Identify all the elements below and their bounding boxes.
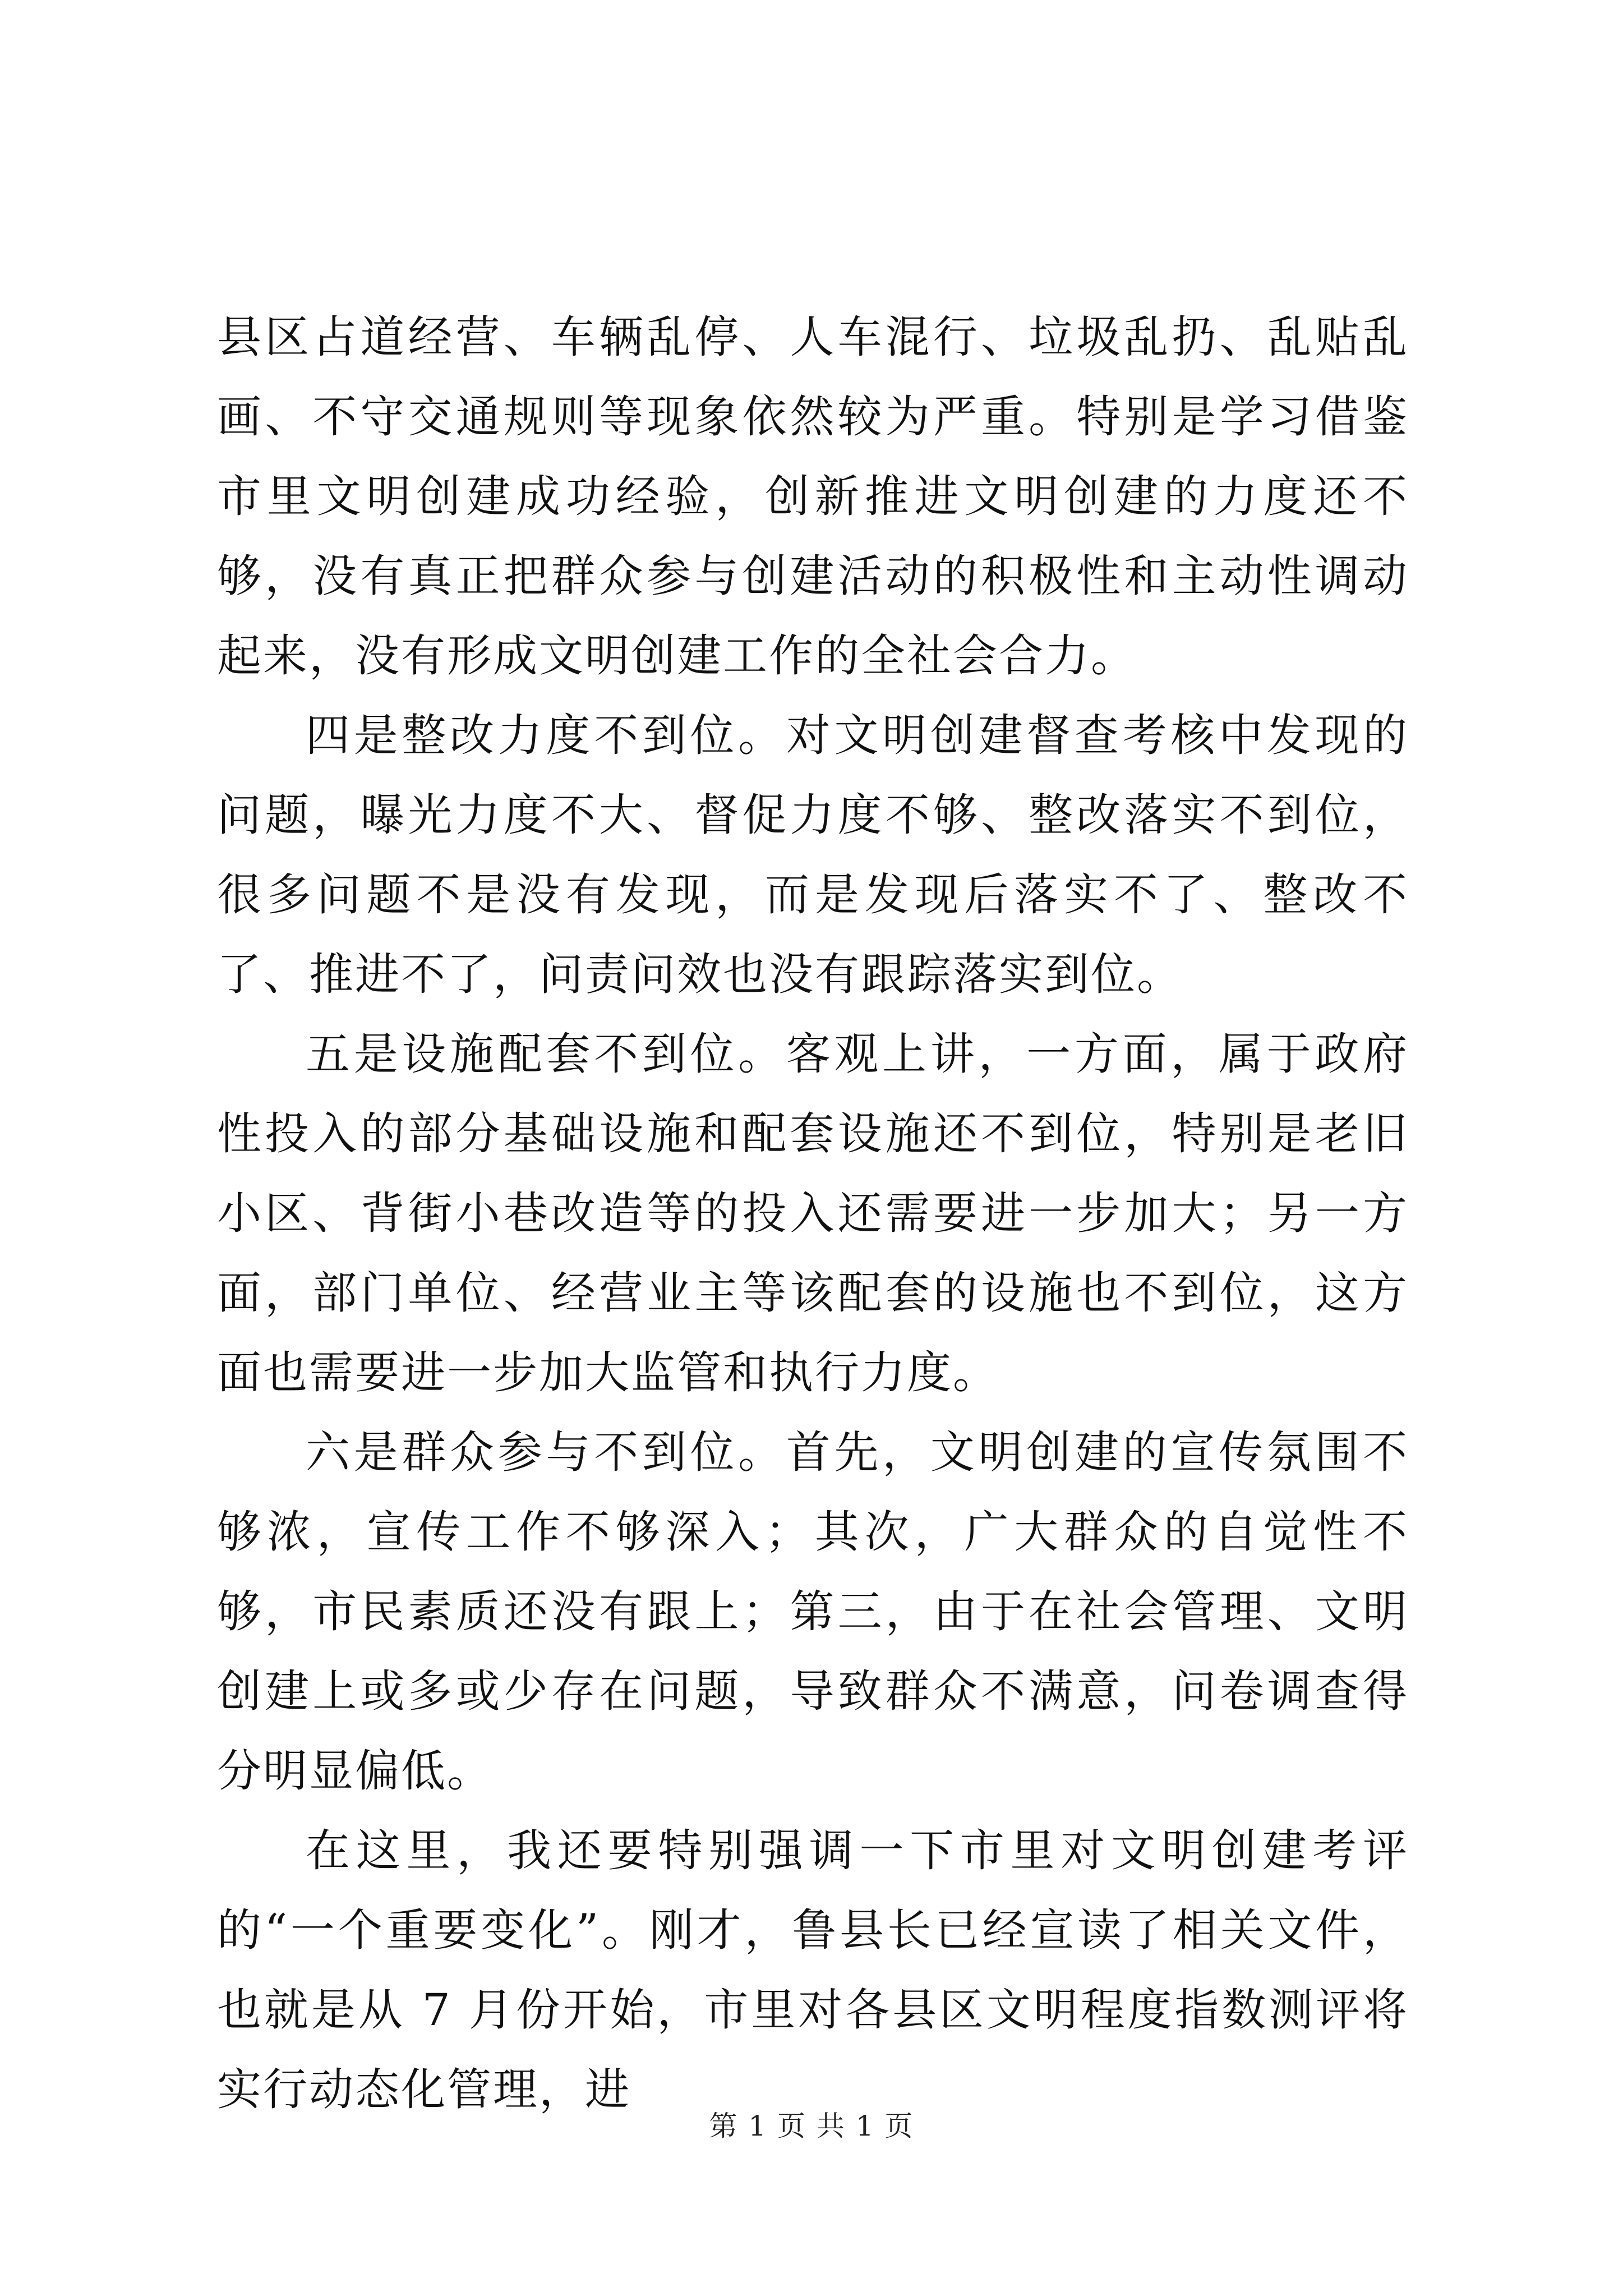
paragraph-facilities: 五是设施配套不到位。客观上讲，一方面，属于政府性投入的部分基础设施和配套设施还不到位，特别是老旧小区、背街小巷改造等的投入还需要进一步加大；另一方面，部门单位、经营业主等该配套的设施也不到位，这方面也需要进一步加大监管和执行力度。 bbox=[217, 1028, 1409, 1398]
document-body bbox=[217, 297, 1409, 2129]
paragraph-continuation: 县区占道经营、车辆乱停、人车混行、垃圾乱扔、乱贴乱画、不守交通规则等现象依然较为严重。特别是学习借鉴市里文明创建成功经验，创新推进文明创建的力度还不够，没有真正把群众参与创建活动的积极性和主动性调动起来，没有形成文明创建工作的全社会合力。 bbox=[217, 311, 1409, 682]
paragraph-public-participation: 六是群众参与不到位。首先，文明创建的宣传氛围不够浓，宣传工作不够深入；其次，广大群众的自觉性不够，市民素质还没有跟上；第三，由于在社会管理、文明创建上或多或少存在问题，导致群众不满意，问卷调查得分明显偏低。 bbox=[217, 1427, 1409, 1797]
paragraph-important-change: 在这里，我还要特别强调一下市里对文明创建考评的“一个重要变化”。刚才，鲁县长已经宣读了相关文件，也就是从 7 月份开始，市里对各县区文明程度指数测评将实行动态化管理，进 bbox=[217, 1825, 1409, 2115]
paragraph-rectification: 四是整改力度不到位。对文明创建督查考核中发现的问题，曝光力度不大、督促力度不够、整改落实不到位，很多问题不是没有发现，而是发现后落实不了、整改不了、推进不了，问责问效也没有跟踪落实到位。 bbox=[217, 710, 1409, 1000]
page-footer: 第 1 页 共 1 页 bbox=[709, 2110, 914, 2142]
